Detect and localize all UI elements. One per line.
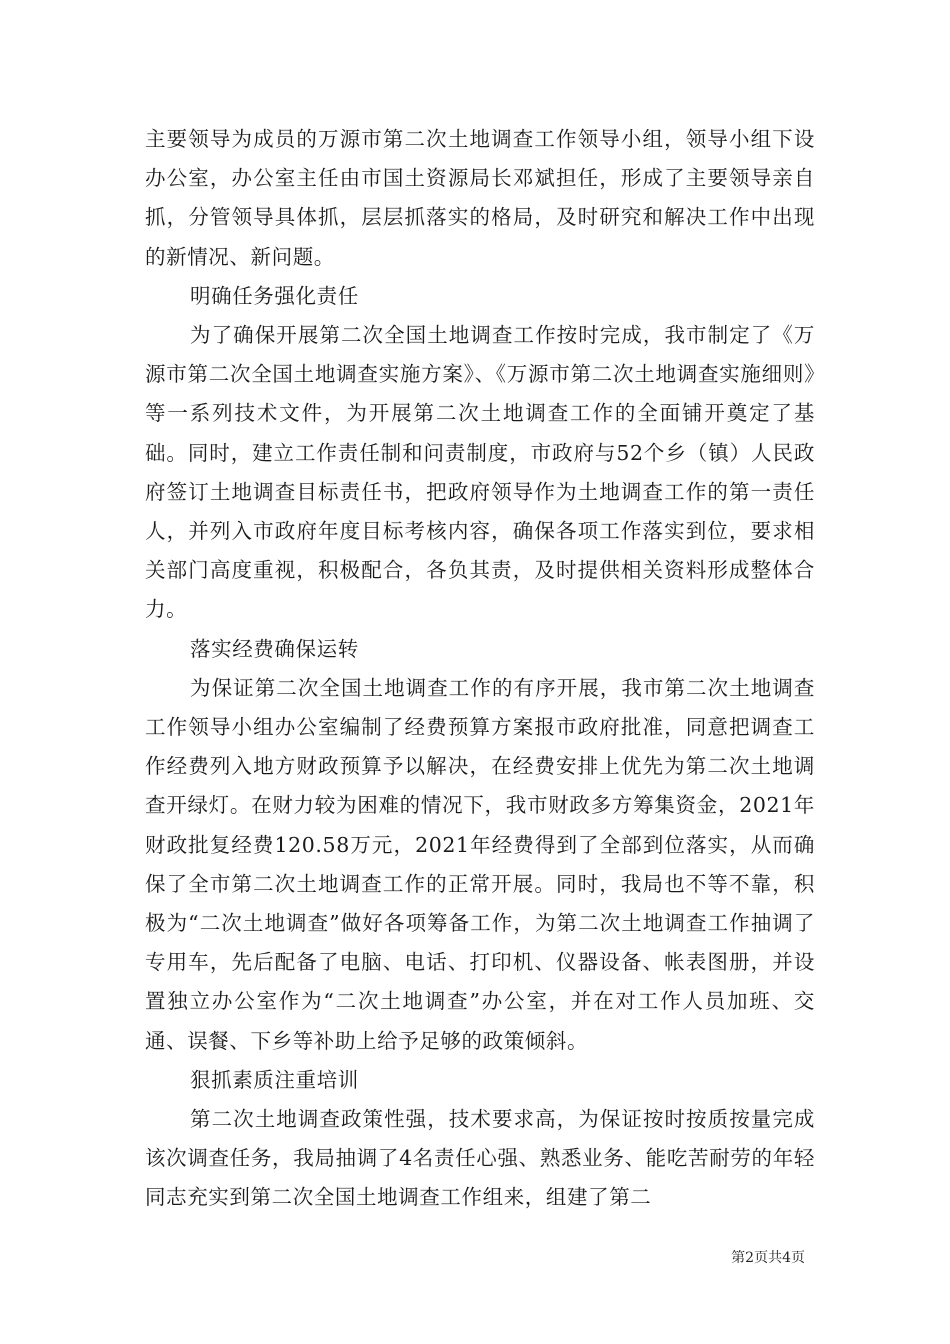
page-number-footer: 第2页共4页	[731, 1250, 805, 1266]
section-heading-training: 狠抓素质注重培训	[190, 1067, 359, 1092]
section-heading-tasks: 明确任务强化责任	[190, 283, 359, 308]
paragraph-funding: 为保证第二次全国土地调查工作的有序开展，我市第二次土地调查工作领导小组办公室编制了经费预算方案报市政府批准，同意把调查工作经费列入地方财政预算予以解决，在经费安排上优先为第二次土地调查开绿灯。在财力较为困难的情况下，我市财政多方筹集资金，2021年财政批复经费120.58万元，2021年经费得到了全部到位落实，从而确保了全市第二次土地调查工作的正常开展。同时，我局也不等不靠，积极为“二次土地调查”做好各项筹备工作，为第二次土地调查工作抽调了专用车，先后配备了电脑、电话、打印机、仪器设备、帐表图册，并设置独立办公室作为“二次土地调查”办公室，并在对工作人员加班、交通、误餐、下乡等补助上给予足够的政策倾斜。	[145, 675, 815, 1053]
section-heading-funding: 落实经费确保运转	[190, 636, 359, 661]
paragraph-training: 第二次土地调查政策性强，技术要求高，为保证按时按质按量完成该次调查任务，我局抽调了4名责任心强、熟悉业务、能吃苦耐劳的年轻同志充实到第二次全国土地调查工作组来，组建了第二	[145, 1107, 815, 1210]
document-body	[145, 120, 815, 1218]
paragraph-tasks: 为了确保开展第二次全国土地调查工作按时完成，我市制定了《万源市第二次全国土地调查实施方案》、《万源市第二次土地调查实施细则》等一系列技术文件，为开展第二次土地调查工作的全面铺开奠定了基础。同时，建立工作责任制和问责制度，市政府与52个乡（镇）人民政府签订土地调查目标责任书，把政府领导作为土地调查工作的第一责任人，并列入市政府年度目标考核内容，确保各项工作落实到位，要求相关部门高度重视，积极配合，各负其责，及时提供相关资料形成整体合力。	[145, 323, 815, 622]
paragraph-continuation: 主要领导为成员的万源市第二次土地调查工作领导小组，领导小组下设办公室，办公室主任由市国土资源局长邓斌担任，形成了主要领导亲自抓，分管领导具体抓，层层抓落实的格局，及时研究和解决工作中出现的新情况、新问题。	[145, 127, 815, 269]
